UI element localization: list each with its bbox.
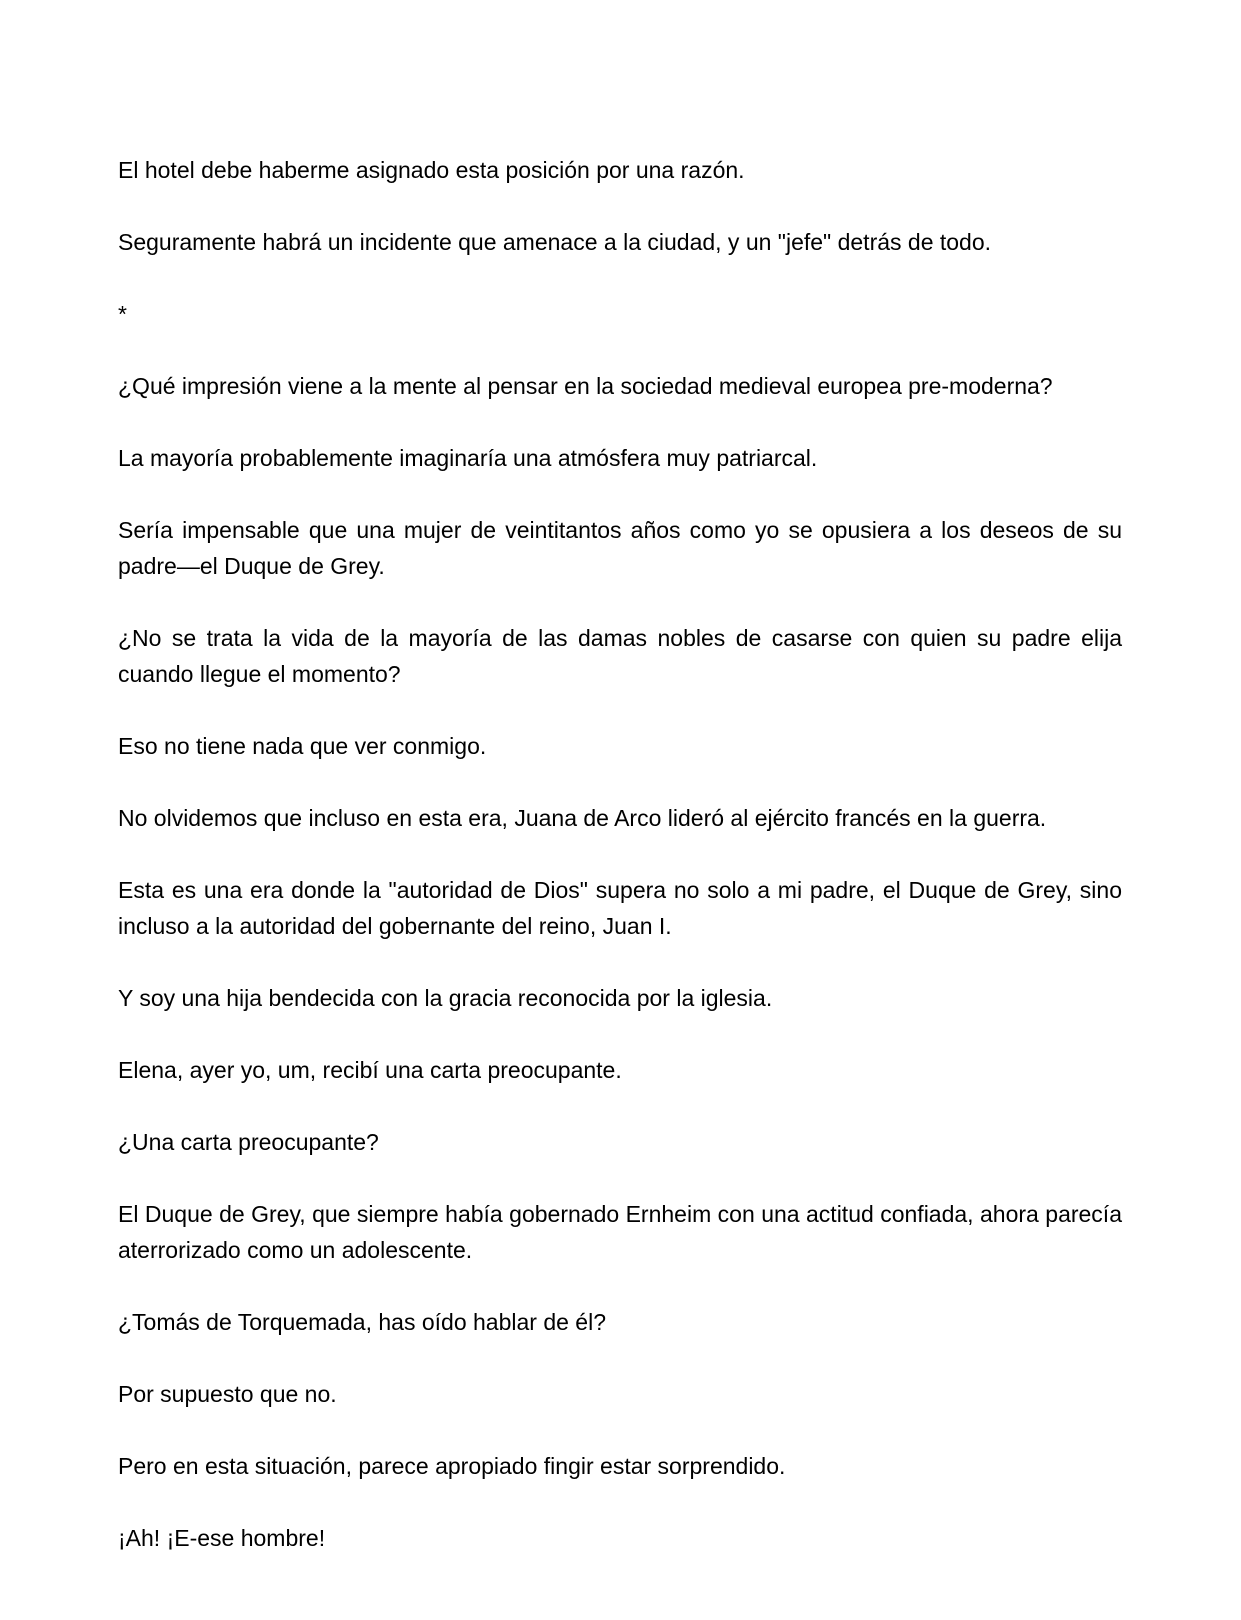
paragraph-4: La mayoría probablemente imaginaría una atmósfera muy patriarcal. (118, 445, 818, 471)
paragraph-5: Sería impensable que una mujer de veintitantos años como yo se opusiera a los deseos de su padre—el Duque de Grey. (118, 517, 1122, 579)
paragraph-1: El hotel debe haberme asignado esta posición por una razón. (118, 157, 745, 183)
paragraph-13: El Duque de Grey, que siempre había gobernado Ernheim con una actitud confiada, ahora parecía aterrorizado como un adolescente. (118, 1201, 1122, 1263)
paragraph-15: Por supuesto que no. (118, 1381, 337, 1407)
paragraph-12: ¿Una carta preocupante? (118, 1129, 379, 1155)
paragraph-3: ¿Qué impresión viene a la mente al pensar en la sociedad medieval europea pre-moderna? (118, 373, 1053, 399)
paragraph-6: ¿No se trata la vida de la mayoría de las damas nobles de casarse con quien su padre elija cuando llegue el momento? (118, 625, 1122, 687)
paragraph-10: Y soy una hija bendecida con la gracia reconocida por la iglesia. (118, 985, 773, 1011)
paragraph-8: No olvidemos que incluso en esta era, Juana de Arco lideró al ejército francés en la guerra. (118, 805, 1047, 831)
section-separator: * (118, 301, 127, 327)
paragraph-11: Elena, ayer yo, um, recibí una carta preocupante. (118, 1057, 622, 1083)
paragraph-14: ¿Tomás de Torquemada, has oído hablar de él? (118, 1309, 606, 1335)
paragraph-16: Pero en esta situación, parece apropiado fingir estar sorprendido. (118, 1453, 786, 1479)
paragraph-2: Seguramente habrá un incidente que amenace a la ciudad, y un "jefe" detrás de todo. (118, 229, 992, 255)
paragraph-17: ¡Ah! ¡E-ese hombre! (118, 1525, 326, 1551)
paragraph-7: Eso no tiene nada que ver conmigo. (118, 733, 487, 759)
paragraph-9: Esta es una era donde la "autoridad de Dios" supera no solo a mi padre, el Duque de Grey, sino incluso a la autoridad del gobernante del reino, Juan I. (118, 877, 1122, 939)
document-page (118, 152, 1122, 1592)
